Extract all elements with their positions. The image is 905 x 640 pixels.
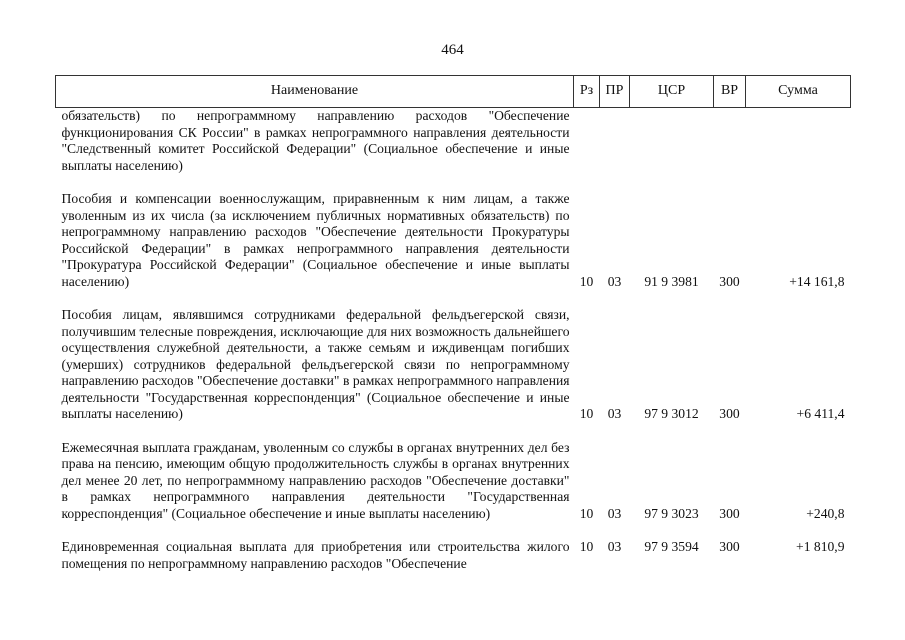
row-vr: 300 bbox=[719, 539, 740, 554]
header-vr: ВР bbox=[714, 76, 746, 108]
row-sum: +14 161,8 bbox=[789, 273, 845, 289]
row-pr: 03 bbox=[607, 406, 622, 421]
row-name: Пособия лицам, являвшимся сотрудниками федеральной фельдъегерской связи, получившим телесные повреждения, исключающие для них возможность дальнейшего осуществления служебной деятельности, а также семьям и иждивенцам погибших (умерших) сотрудников федеральной фельдъегерской связи по непрограммному направлению расходов "Обеспечение доставки" в рамках непрограммного направления деятельности "Государственная корреспонденция" (Социальное обеспечение и иные выплаты населению) bbox=[61, 307, 570, 421]
row-vr: 300 bbox=[719, 273, 740, 289]
row-pr: 03 bbox=[607, 273, 622, 289]
header-name: Наименование bbox=[56, 76, 574, 108]
table-header-row bbox=[56, 76, 851, 108]
header-sum: Сумма bbox=[746, 76, 851, 108]
row-vr: 300 bbox=[719, 505, 740, 521]
table-row bbox=[56, 108, 851, 175]
row-name: обязательств) по непрограммному направлению расходов "Обеспечение функционирования СК России" в рамках непрограммного направления деятельности "Следственный комитет Российской Федерации" (Социальное обеспечение и иные выплаты населению) bbox=[61, 108, 570, 173]
row-vr bbox=[714, 108, 746, 175]
row-rz: 10 bbox=[579, 406, 594, 421]
row-rz: 10 bbox=[579, 539, 594, 554]
row-sum: +1 810,9 bbox=[796, 539, 845, 554]
row-rz: 10 bbox=[579, 505, 594, 521]
row-pr: 03 bbox=[607, 505, 622, 521]
table-row bbox=[56, 174, 851, 290]
row-vr: 300 bbox=[719, 406, 740, 421]
header-pr: ПР bbox=[600, 76, 630, 108]
budget-table bbox=[55, 75, 851, 572]
page-number: 464 bbox=[441, 42, 464, 58]
row-pr bbox=[600, 108, 630, 175]
header-csr: ЦСР bbox=[630, 76, 714, 108]
row-name: Ежемесячная выплата гражданам, уволенным со службы в органах внутренних дел без права на пенсию, имеющим общую продолжительность службы в органах внутренних дел менее 20 лет, по непрограммному направлению расходов "Обеспечение доставки" в рамках непрограммного направления деятельности "Государственная корреспонденция" (Социальное обеспечение и иные выплаты населению) bbox=[61, 439, 570, 521]
row-sum: +240,8 bbox=[806, 505, 845, 521]
row-rz: 10 bbox=[579, 273, 594, 289]
row-csr: 97 9 3023 bbox=[644, 505, 699, 521]
table-row bbox=[56, 423, 851, 523]
row-sum bbox=[746, 108, 851, 175]
row-sum: +6 411,4 bbox=[796, 406, 845, 421]
table-row bbox=[56, 290, 851, 423]
table-row bbox=[56, 522, 851, 572]
header-rz: Рз bbox=[574, 76, 600, 108]
row-csr: 97 9 3012 bbox=[644, 406, 699, 421]
row-rz bbox=[574, 108, 600, 175]
row-name: Единовременная социальная выплата для приобретения или строительства жилого помещения по непрограммному направлению расходов "Обеспечение bbox=[61, 539, 570, 571]
row-name: Пособия и компенсации военнослужащим, приравненным к ним лицам, а также уволенным из их числа (за исключением публичных нормативных обязательств) по непрограммному направлению расходов "Обеспечение деятельности Прокуратуры Российской Федерации" в рамках непрограммного направления деятельности "Прокуратура Российской Федерации" (Социальное обеспечение и иные выплаты населению) bbox=[61, 191, 570, 289]
row-csr: 91 9 3981 bbox=[644, 273, 699, 289]
row-pr: 03 bbox=[607, 539, 622, 554]
row-csr bbox=[630, 108, 714, 175]
row-csr: 97 9 3594 bbox=[644, 539, 699, 554]
